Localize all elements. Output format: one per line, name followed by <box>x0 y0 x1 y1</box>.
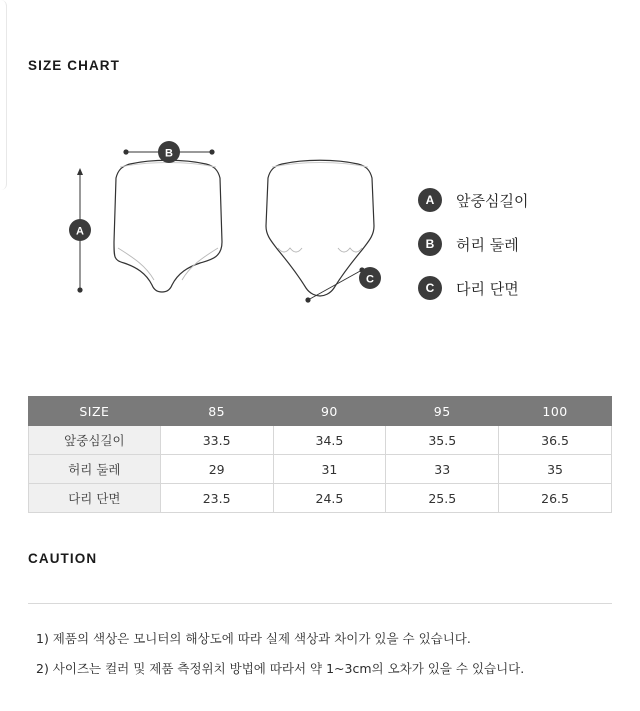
badge-c-icon: C <box>418 276 442 300</box>
page-edge-artifact <box>0 0 7 190</box>
caution-notes <box>36 624 616 684</box>
cell-front-length-90: 34.5 <box>273 426 386 455</box>
cell-front-length-95: 35.5 <box>386 426 499 455</box>
table-header-85: 85 <box>160 397 273 426</box>
table-header-95: 95 <box>386 397 499 426</box>
cell-leg-opening-85: 23.5 <box>160 484 273 513</box>
table-row <box>29 484 612 513</box>
caution-note-2: 2) 사이즈는 컬러 및 제품 측정위치 방법에 따라서 약 1~3cm의 오차가 있을 수 있습니다. <box>36 661 525 676</box>
cell-waist-90: 31 <box>273 455 386 484</box>
cell-front-length-100: 36.5 <box>499 426 612 455</box>
legend-item-c <box>418 266 628 310</box>
cell-waist-85: 29 <box>160 455 273 484</box>
svg-text:C: C <box>366 273 374 286</box>
size-measurement-table <box>28 396 612 513</box>
legend-label-c: 다리 단면 <box>456 279 519 298</box>
cell-leg-opening-95: 25.5 <box>386 484 499 513</box>
svg-text:B: B <box>165 147 173 160</box>
page-title-size-chart: SIZE CHART <box>28 58 120 73</box>
table-header-size: SIZE <box>29 397 161 426</box>
badge-a-icon: A <box>418 188 442 212</box>
row-label-waist: 허리 둘레 <box>29 455 161 484</box>
caution-divider <box>28 603 612 604</box>
row-label-leg-opening: 다리 단면 <box>29 484 161 513</box>
cell-waist-100: 35 <box>499 455 612 484</box>
cell-front-length-85: 33.5 <box>160 426 273 455</box>
legend-item-a <box>418 178 628 222</box>
cell-waist-95: 33 <box>386 455 499 484</box>
cell-leg-opening-90: 24.5 <box>273 484 386 513</box>
table-header-100: 100 <box>499 397 612 426</box>
caution-note-1: 1) 제품의 색상은 모니터의 해상도에 따라 실제 색상과 차이가 있을 수 있습니다. <box>36 631 471 646</box>
legend-label-a: 앞중심길이 <box>456 191 529 210</box>
table-row <box>29 455 612 484</box>
page-title-caution: CAUTION <box>28 551 98 566</box>
table-row <box>29 426 612 455</box>
table-header-row <box>29 397 612 426</box>
measurement-legend <box>418 178 628 310</box>
cell-leg-opening-100: 26.5 <box>499 484 612 513</box>
svg-text:A: A <box>76 225 84 238</box>
row-label-front-length: 앞중심길이 <box>29 426 161 455</box>
legend-item-b <box>418 222 628 266</box>
table-header-90: 90 <box>273 397 386 426</box>
legend-label-b: 허리 둘레 <box>456 235 519 254</box>
badge-b-icon: B <box>418 232 442 256</box>
